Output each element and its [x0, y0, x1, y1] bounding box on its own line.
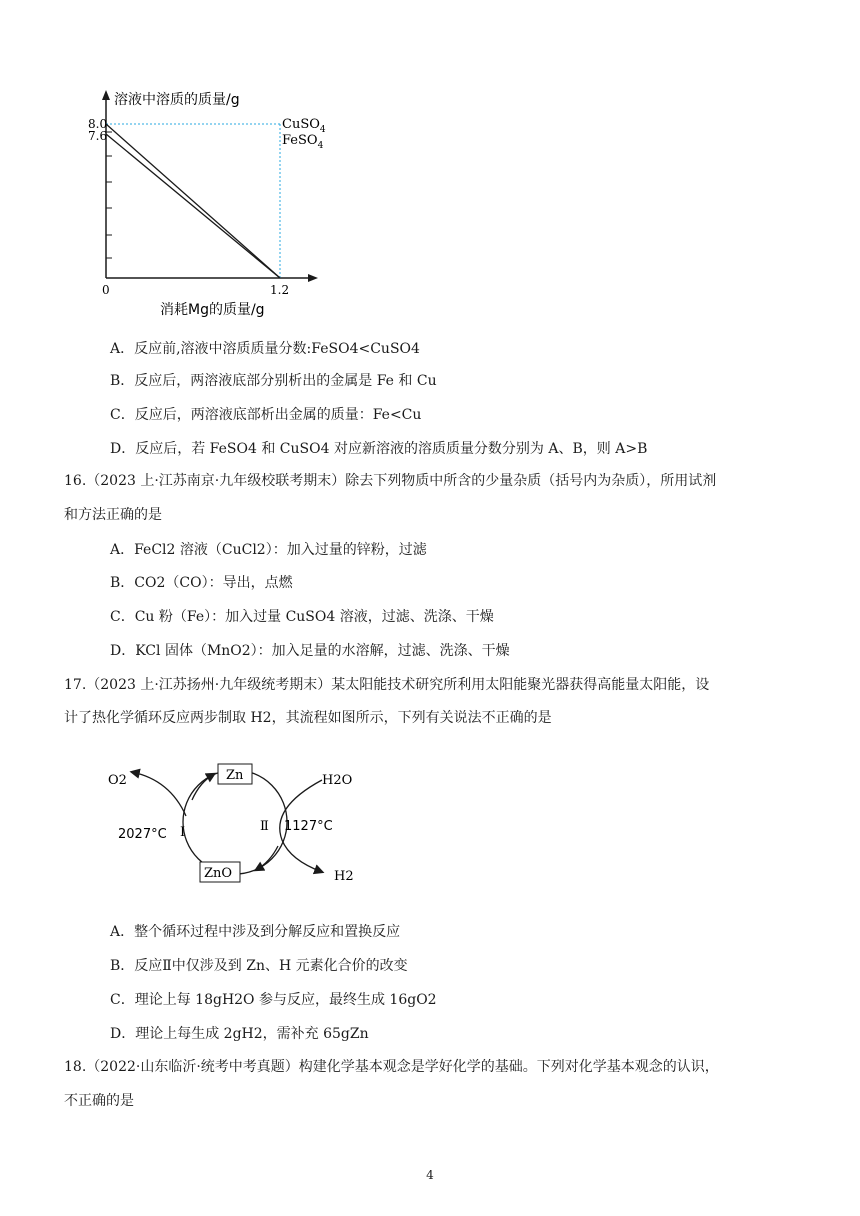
y-tick-label-7.6: 7.6 — [88, 129, 108, 143]
cycle-circle — [183, 770, 287, 874]
series-label-cuso4: CuSO$_4$ — [282, 117, 326, 135]
page-number: 4 — [426, 1168, 434, 1182]
series-line-cuso4 — [106, 124, 280, 278]
step2-label: Ⅱ — [260, 819, 269, 834]
origin-label: 0 — [102, 283, 110, 297]
thermochemical-cycle-diagram — [100, 760, 370, 890]
y-axis-arrow — [102, 90, 110, 100]
q16-option-d: D．KCl 固体（MnO2）：加入足量的水溶解，过滤、洗涤、干燥 — [110, 643, 510, 659]
q17-option-a: A．整个循环过程中涉及到分解反应和置换反应 — [110, 924, 401, 940]
q18-stem-line1: 18.（2022·山东临沂·统考中考真题）构建化学基本观念是学好化学的基础。下列对化学基本观念的认识， — [64, 1059, 719, 1075]
zno-label: ZnO — [204, 866, 233, 881]
q17-stem-line1: 17.（2023 上·江苏扬州·九年级统考期末）某太阳能技术研究所利用太阳能聚光器获得高能量太阳能，设 — [64, 677, 710, 693]
x-axis-arrow — [308, 274, 318, 282]
q15-option-a: A．反应前,溶液中溶质质量分数:FeSO4<CuSO4 — [110, 341, 420, 357]
q15-option-c: C．反应后，两溶液底部析出金属的质量：Fe<Cu — [110, 407, 422, 423]
temp2-label: 1127°C — [284, 819, 333, 834]
q18-stem-line2: 不正确的是 — [64, 1093, 134, 1109]
q16-option-b: B．CO2（CO）：导出，点燃 — [110, 575, 293, 591]
x-tick-label-1.2: 1.2 — [270, 283, 290, 297]
temp1-label: 2027°C — [118, 827, 167, 842]
o2-label: O2 — [108, 773, 127, 788]
q17-stem-line2: 计了热化学循环反应两步制取 H2，其流程如图所示，下列有关说法不正确的是 — [64, 710, 552, 726]
series-line-feso4 — [106, 134, 280, 278]
step1-label: Ⅰ — [180, 825, 186, 840]
q16-stem-line2: 和方法正确的是 — [64, 507, 162, 523]
zn-label: Zn — [226, 768, 244, 783]
y-axis-label: 溶液中溶质的质量/g — [114, 92, 240, 108]
y-tick-marks — [106, 132, 112, 258]
series-label-feso4: FeSO$_4$ — [282, 133, 324, 151]
arrow-to-o2 — [132, 772, 186, 816]
h2o-label: H2O — [322, 773, 353, 788]
arrow-to-zn — [192, 774, 214, 800]
q16-option-a: A．FeCl2 溶液（CuCl2）：加入过量的锌粉，过滤 — [110, 542, 427, 558]
q16-stem-line1: 16.（2023 上·江苏南京·九年级校联考期末）除去下列物质中所含的少量杂质（括号内为杂质），所用试剂 — [64, 473, 717, 489]
q16-option-c: C．Cu 粉（Fe）：加入过量 CuSO4 溶液，过滤、洗涤、干燥 — [110, 609, 494, 625]
q17-option-b: B．反应Ⅱ中仅涉及到 Zn、H 元素化合价的改变 — [110, 958, 408, 974]
q15-option-d: D．反应后，若 FeSO4 和 CuSO4 对应新溶液的溶质质量分数分别为 A、B，则 A>B — [110, 441, 648, 457]
arrow-to-zno — [256, 846, 278, 870]
h2-label: H2 — [334, 869, 354, 884]
y-tick-label-8: 8.0 — [88, 117, 108, 131]
solute-mass-chart — [90, 84, 350, 324]
x-axis-label: 消耗Mg的质量/g — [160, 302, 265, 318]
q17-option-c: C．理论上每 18gH2O 参与反应，最终生成 16gO2 — [110, 992, 437, 1008]
q17-option-d: D．理论上每生成 2gH2，需补充 65gZn — [110, 1026, 369, 1042]
q15-option-b: B．反应后，两溶液底部分别析出的金属是 Fe 和 Cu — [110, 373, 437, 389]
